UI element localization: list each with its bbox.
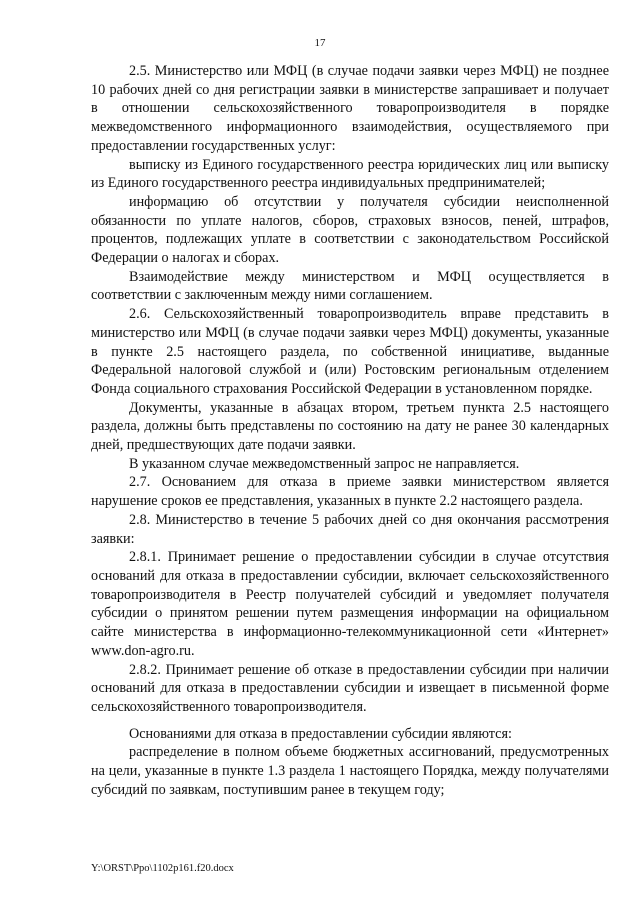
file-path-footer: Y:\ORST\Ppo\1102p161.f20.docx — [91, 863, 234, 874]
paragraph-2-8-2: 2.8.2. Принимает решение об отказе в предоставлении субсидии при наличии оснований для отказа в предоставлении субсидии и извещает в письменной форме сельскохозяйственного товаропроизводителя. — [91, 661, 609, 715]
paragraph-documents-date: Документы, указанные в абзацах втором, третьем пункта 2.5 настоящего раздела, должны быть представлены по состоянию на дату не ранее 30 календарных дней, предшествующих дате подачи заявки. — [91, 399, 609, 454]
paragraph-2-6: 2.6. Сельскохозяйственный товаропроизводитель вправе представить в министерство или МФЦ (в случае подачи заявки через МФЦ) документы, указанные в пункте 2.5 настоящего раздела, по собственной инициативе, выданные Федеральной налоговой службой и (или) Ростовским региональным отделением Фонда социального страхования Российской Федерации в установленном порядке. — [91, 306, 609, 397]
paragraph-tax-info: информацию об отсутствии у получателя субсидии неисполненной обязанности по уплате налогов, сборов, страховых взносов, пеней, штрафов, процентов, подлежащих уплате в соответствии с законодательством Российской Федерации о налогах и сборах. — [91, 193, 609, 267]
paragraph-refusal-grounds: Основаниями для отказа в предоставлении субсидии являются: — [129, 725, 512, 742]
paragraph-mfc-interaction: Взаимодействие между министерством и МФЦ осуществляется в соответствии с заключенным между ними соглашением. — [91, 268, 609, 304]
paragraph-2-7: 2.7. Основанием для отказа в приеме заявки министерством является нарушение сроков ее представления, указанных в пункте 2.2 настоящего раздела. — [91, 474, 609, 510]
paragraph-egrul-extract: выписку из Единого государственного реестра юридических лиц или выписку из Единого государственного реестра индивидуальных предпринимателей; — [91, 156, 609, 192]
page-number: 17 — [314, 37, 326, 49]
paragraph-2-5: 2.5. Министерство или МФЦ (в случае подачи заявки через МФЦ) не позднее 10 рабочих дней со дня регистрации заявки в министерстве запрашивает и получает в отношении сельскохозяйственного товаропроизводителя в порядке межведомственного информационного взаимодействия, осуществляемого при предоставлении государственных услуг: — [91, 63, 609, 154]
paragraph-2-8-1: 2.8.1. Принимает решение о предоставлении субсидии в случае отсутствия оснований для отказа в предоставлении субсидии, включает сельскохозяйственного товаропроизводителя в Реестр получателей субсидий и уведомляет получателя субсидии о принятом решении путем размещения информации на официальном сайте министерства в информационно-телекоммуникационной сети «Интернет» www.don-agro.ru. — [91, 549, 609, 659]
paragraph-2-8: 2.8. Министерство в течение 5 рабочих дней со дня окончания рассмотрения заявки: — [91, 511, 609, 547]
paragraph-budget-distribution: распределение в полном объеме бюджетных ассигнований, предусмотренных на цели, указанные в пункте 1.3 раздела 1 настоящего Порядка, между получателями субсидий по заявкам, поступившим ранее в текущем году; — [91, 744, 609, 798]
document-body — [91, 62, 609, 799]
paragraph-no-request: В указанном случае межведомственный запрос не направляется. — [129, 455, 520, 472]
